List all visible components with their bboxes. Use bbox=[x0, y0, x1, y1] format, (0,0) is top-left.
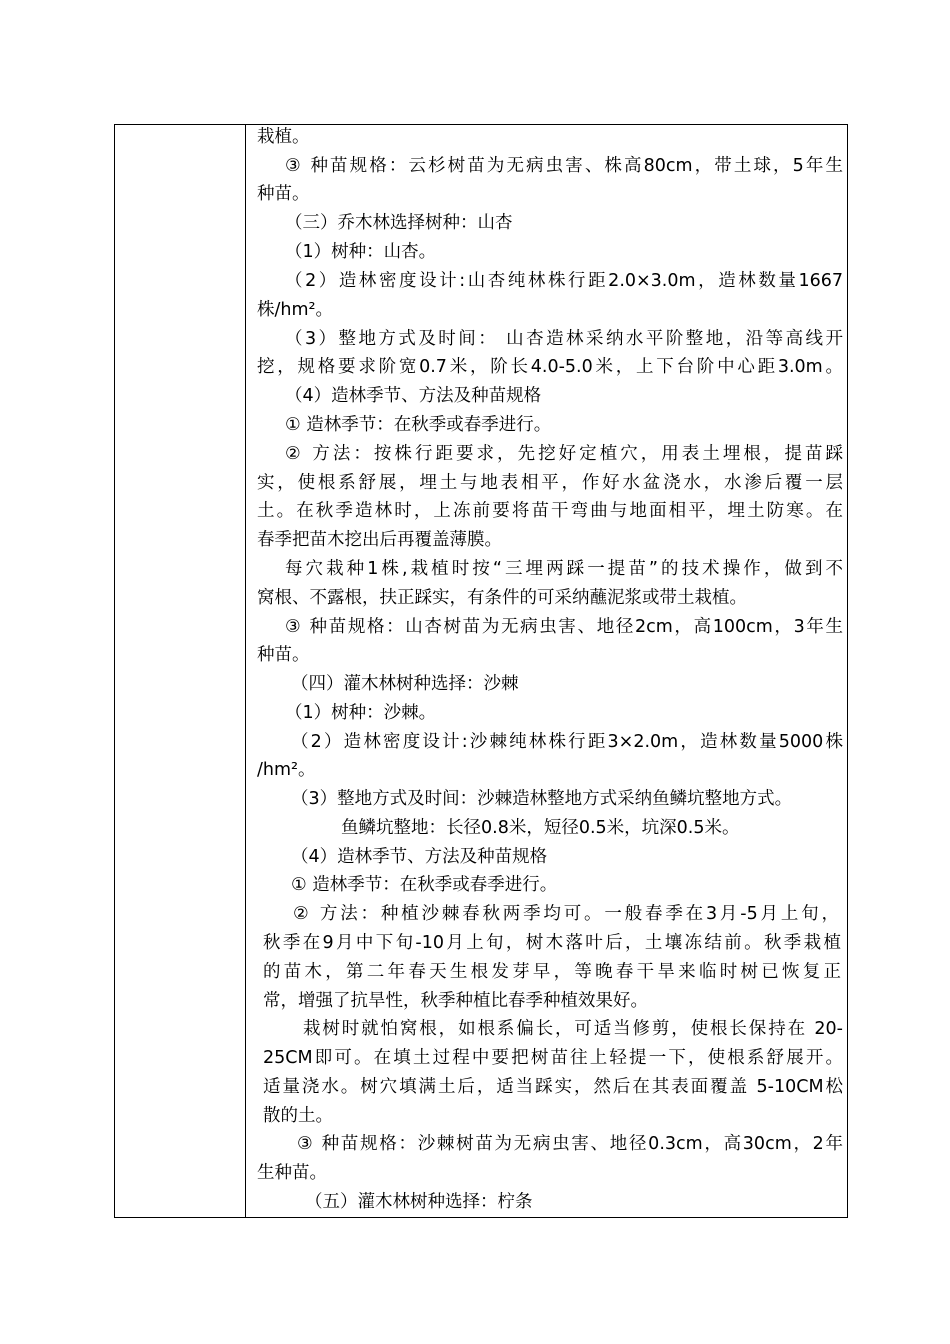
text-line: ① 造林季节：在秋季或春季进行。 bbox=[285, 415, 552, 435]
text-line: 栽植。 bbox=[257, 127, 310, 147]
text-line: 秋季在9月中下旬-10月上旬，树木落叶后，土壤冻结前。秋季栽植 bbox=[263, 933, 841, 953]
text-line: 鱼鳞坑整地：长径0.8米，短径0.5米，坑深0.5米。 bbox=[341, 818, 740, 838]
text-line: （3）整地方式及时间：沙棘造林整地方式采纳鱼鳞坑整地方式。 bbox=[291, 789, 793, 809]
text-line: 生种苗。 bbox=[257, 1163, 327, 1183]
text-line: （1）树种：山杏。 bbox=[285, 242, 437, 262]
text-line: 株/hm²。 bbox=[257, 300, 334, 320]
text-line: 常，增强了抗旱性，秋季种植比春季种植效果好。 bbox=[263, 991, 648, 1011]
section-heading: （三）乔木林选择树种：山杏 bbox=[285, 213, 513, 233]
table-column-divider bbox=[245, 125, 246, 1217]
text-line: （4）造林季节、方法及种苗规格 bbox=[285, 386, 542, 406]
text-line: 窝根、不露根，扶正踩实，有条件的可采纳蘸泥浆或带土栽植。 bbox=[257, 588, 747, 608]
text-line: 散的土。 bbox=[263, 1106, 333, 1126]
text-line: 实，使根系舒展，埋土与地表相平，作好水盆浇水，水渗后覆一层 bbox=[257, 473, 843, 493]
text-line: ③ 种苗规格：沙棘树苗为无病虫害、地径0.3cm，高30cm，2年 bbox=[297, 1134, 843, 1154]
text-line: ③ 种苗规格：云杉树苗为无病虫害、株高80cm，带土球，5年生 bbox=[285, 156, 843, 176]
section-heading: （四）灌木林树种选择：沙棘 bbox=[291, 674, 519, 694]
text-line: （4）造林季节、方法及种苗规格 bbox=[291, 847, 548, 867]
text-line: （3）整地方式及时间： 山杏造林采纳水平阶整地，沿等高线开 bbox=[285, 329, 843, 349]
text-line: 春季把苗木挖出后再覆盖薄膜。 bbox=[257, 530, 502, 550]
text-line: ② 方法：按株行距要求，先挖好定植穴，用表土埋根，提苗踩 bbox=[285, 444, 843, 464]
text-line: 栽树时就怕窝根，如根系偏长，可适当修剪，使根长保持在 20- bbox=[303, 1019, 843, 1039]
text-line: 土。在秋季造林时，上冻前要将苗干弯曲与地面相平，埋土防寒。在 bbox=[257, 501, 843, 521]
text-line: ① 造林季节：在秋季或春季进行。 bbox=[291, 875, 558, 895]
text-line: /hm²。 bbox=[257, 760, 316, 780]
text-line: （2）造林密度设计:沙棘纯林株行距3×2.0m，造林数量5000株 bbox=[291, 732, 843, 752]
section-heading: （五）灌木林树种选择：柠条 bbox=[305, 1192, 533, 1212]
text-line: ③ 种苗规格：山杏树苗为无病虫害、地径2cm，高100cm，3年生 bbox=[285, 617, 843, 637]
text-line: 每穴栽种1株,栽植时按“三埋两踩一提苗”的技术操作，做到不 bbox=[285, 559, 843, 579]
document-table bbox=[114, 124, 848, 1218]
text-line: （2）造林密度设计:山杏纯林株行距2.0×3.0m，造林数量1667 bbox=[285, 271, 843, 291]
text-line: （1）树种：沙棘。 bbox=[285, 703, 437, 723]
text-line: 25CM即可。在填土过程中要把树苗往上轻提一下，使根系舒展开。 bbox=[263, 1048, 843, 1068]
text-line: ② 方法：种植沙棘春秋两季均可。一般春季在3月-5月上旬， bbox=[293, 904, 839, 924]
text-line: 适量浇水。树穴填满土后，适当踩实，然后在其表面覆盖 5-10CM松 bbox=[263, 1077, 843, 1097]
text-line: 种苗。 bbox=[257, 645, 310, 665]
text-line: 的苗木，第二年春天生根发芽早，等晚春干旱来临时树已恢复正 bbox=[263, 962, 841, 982]
text-line: 种苗。 bbox=[257, 184, 310, 204]
text-line: 挖，规格要求阶宽0.7米，阶长4.0-5.0米，上下台阶中心距3.0m。 bbox=[257, 357, 843, 377]
